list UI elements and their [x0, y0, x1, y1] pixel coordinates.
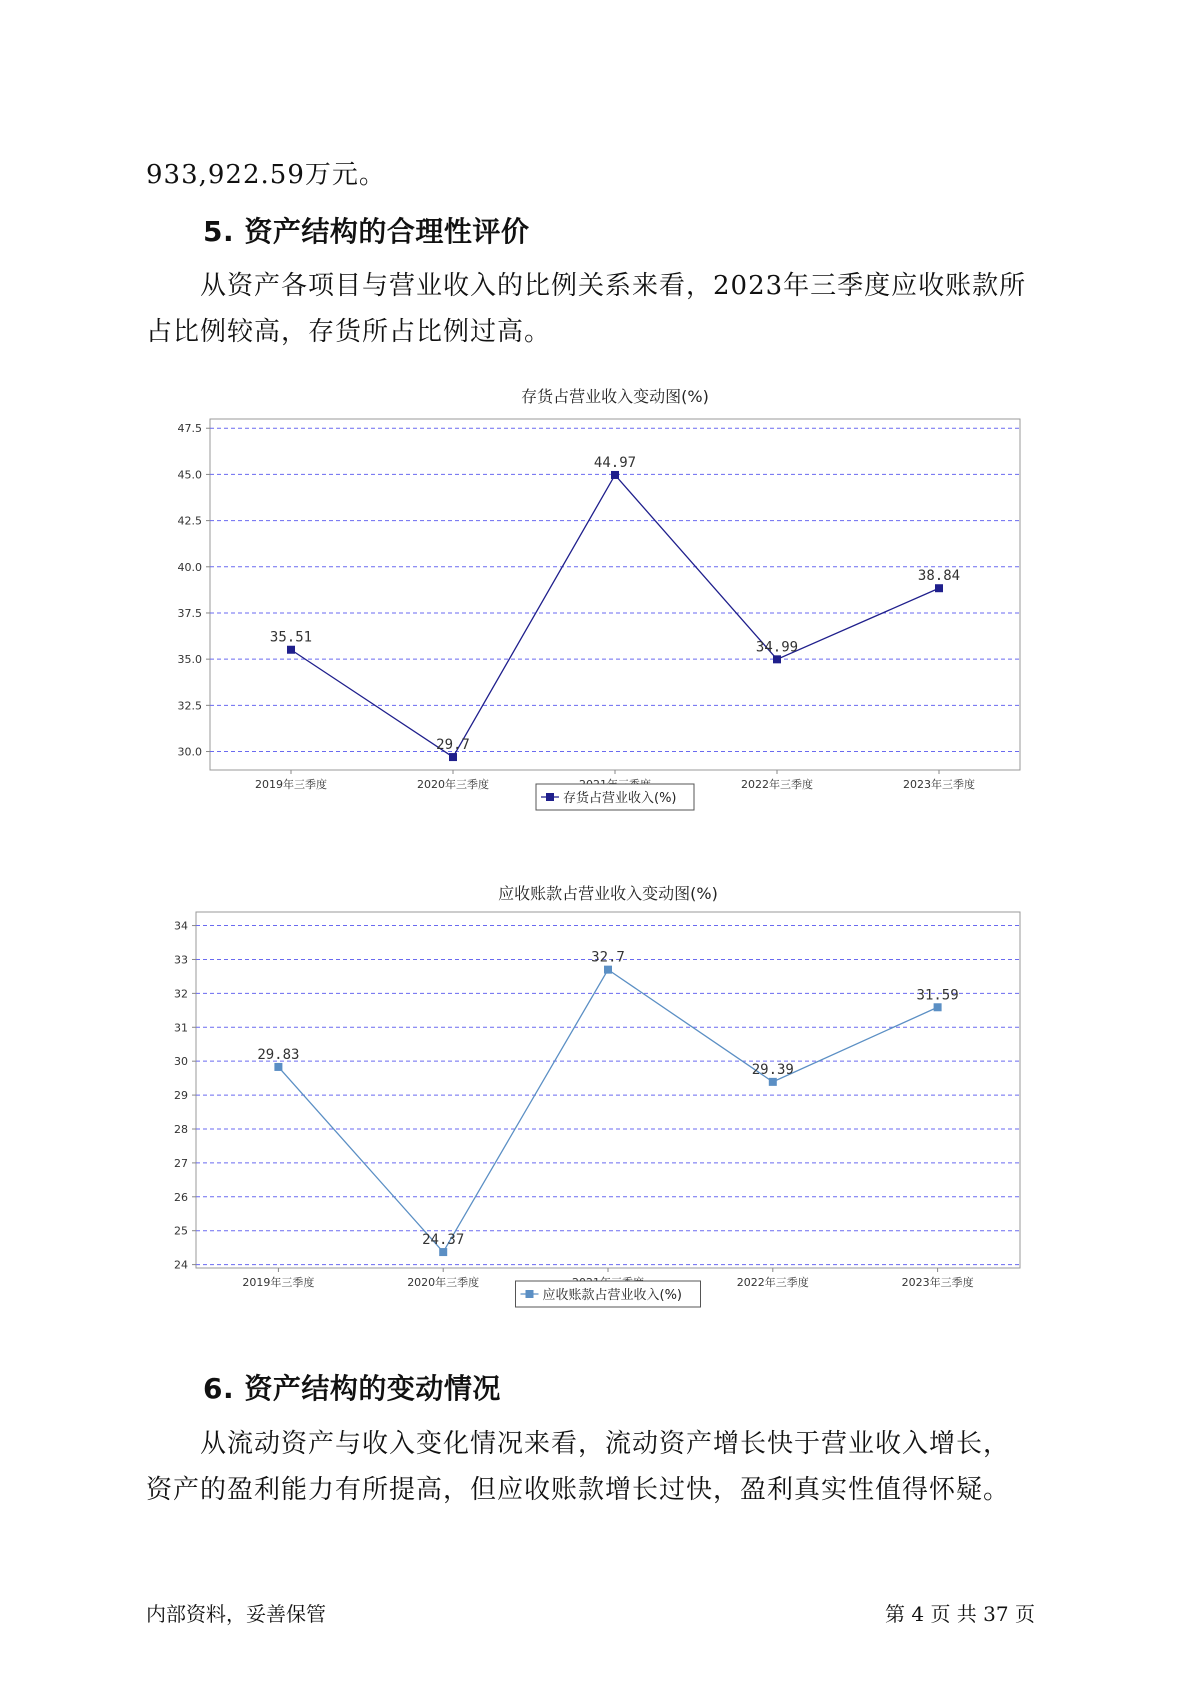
x-tick-label: 2019年三季度 [242, 1276, 315, 1289]
data-label: 38.84 [917, 568, 961, 585]
legend-label: 存货占营业收入(%) [563, 791, 677, 806]
x-tick-label: 2023年三季度 [903, 778, 975, 791]
y-tick-label: 24 [174, 1258, 188, 1272]
data-label: 32.7 [591, 949, 625, 966]
data-label: 29.83 [257, 1046, 300, 1063]
legend-label: 应收账款占营业收入(%) [542, 1288, 682, 1303]
data-label: 24.37 [422, 1232, 465, 1249]
data-point [934, 1003, 942, 1011]
data-point [604, 966, 612, 974]
chart-title: 应收账款占营业收入变动图(%) [498, 884, 718, 903]
inventory-ratio-chart [150, 385, 1030, 835]
y-tick-label: 30.0 [177, 745, 202, 759]
data-label: 29.7 [436, 737, 470, 754]
x-tick-label: 2022年三季度 [741, 778, 813, 791]
y-tick-label: 45.0 [177, 468, 202, 482]
y-tick-label: 40.0 [177, 560, 202, 574]
data-point [439, 1248, 447, 1256]
y-tick-label: 25 [174, 1224, 188, 1238]
y-tick-label: 28 [174, 1122, 188, 1136]
inventory-ratio-chart-svg [150, 385, 1030, 835]
data-label: 35.51 [269, 629, 313, 646]
data-label: 29.39 [751, 1061, 794, 1078]
y-tick-label: 34 [174, 919, 188, 933]
data-point [449, 753, 457, 761]
receivables-ratio-chart-svg [150, 882, 1030, 1332]
footer-page-number: 第 4 页 共 37 页 [885, 1602, 1035, 1626]
legend-marker-swatch [546, 793, 554, 801]
receivables-ratio-chart [150, 882, 1030, 1332]
y-tick-label: 31 [174, 1021, 188, 1035]
data-point [287, 646, 295, 654]
y-tick-label: 42.5 [177, 514, 202, 528]
y-tick-label: 32 [174, 987, 188, 1001]
x-tick-label: 2020年三季度 [417, 778, 489, 791]
heading-asset-structure-change: 6. 资产结构的变动情况 [203, 1372, 501, 1405]
paragraph-amount: 933,922.59万元。 [146, 160, 386, 190]
y-tick-label: 29 [174, 1089, 188, 1103]
data-point [769, 1078, 777, 1086]
y-tick-label: 26 [174, 1190, 188, 1204]
y-tick-label: 37.5 [177, 606, 202, 620]
footer-confidential-note: 内部资料，妥善保管 [146, 1602, 326, 1626]
data-point [773, 655, 781, 663]
data-point [611, 471, 619, 479]
paragraph-change-line-1: 从流动资产与收入变化情况来看，流动资产增长快于营业收入增长， [200, 1429, 1011, 1459]
y-tick-label: 35.0 [177, 653, 202, 667]
chart-title: 存货占营业收入变动图(%) [521, 387, 709, 406]
y-tick-label: 32.5 [177, 699, 202, 713]
data-point [274, 1063, 282, 1071]
x-tick-label: 2022年三季度 [736, 1276, 809, 1289]
y-tick-label: 30 [174, 1055, 188, 1069]
data-point [935, 584, 943, 592]
y-tick-label: 47.5 [177, 422, 202, 436]
data-label: 44.97 [593, 454, 637, 471]
paragraph-change-line-2: 资产的盈利能力有所提高，但应收账款增长过快，盈利真实性值得怀疑。 [146, 1475, 1011, 1505]
legend-marker-swatch [526, 1290, 534, 1298]
heading-asset-structure-evaluation: 5. 资产结构的合理性评价 [203, 215, 530, 248]
data-label: 31.59 [916, 987, 959, 1004]
paragraph-evaluation-line-1: 从资产各项目与营业收入的比例关系来看，2023年三季度应收账款所 [200, 271, 1027, 301]
y-tick-label: 33 [174, 953, 188, 967]
data-label: 34.99 [755, 639, 799, 656]
x-tick-label: 2019年三季度 [255, 778, 327, 791]
paragraph-evaluation-line-2: 占比例较高，存货所占比例过高。 [146, 317, 552, 347]
x-tick-label: 2023年三季度 [901, 1276, 974, 1289]
y-tick-label: 27 [174, 1156, 188, 1170]
x-tick-label: 2020年三季度 [407, 1276, 480, 1289]
